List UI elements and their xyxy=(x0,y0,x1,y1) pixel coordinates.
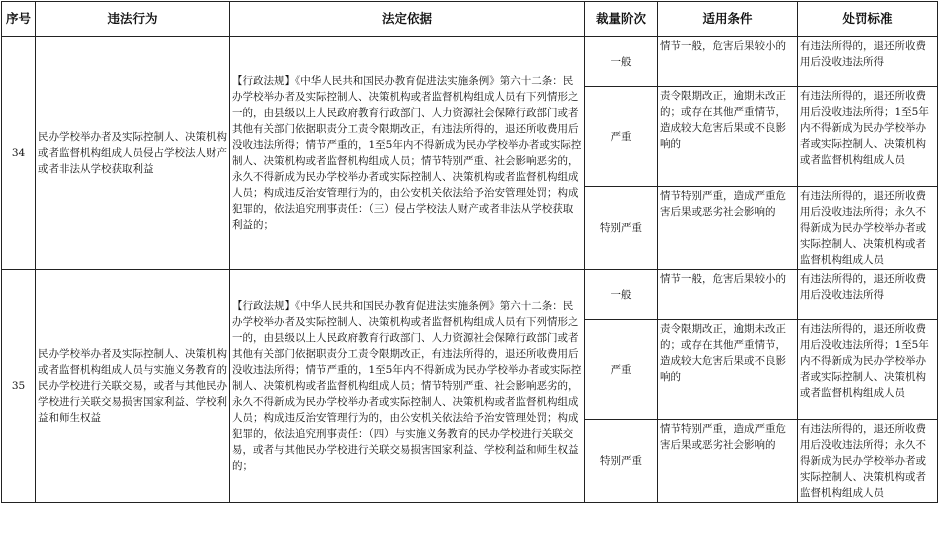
level-cell: 特别严重 xyxy=(585,420,658,503)
level-cell: 严重 xyxy=(585,320,658,420)
table-row xyxy=(2,270,938,320)
header-seq: 序号 xyxy=(2,2,36,37)
condition-cell: 情节一般，危害后果较小的 xyxy=(658,270,798,320)
condition-cell: 情节特别严重，造成严重危害后果或恶劣社会影响的 xyxy=(658,187,798,270)
level-cell: 一般 xyxy=(585,270,658,320)
header-basis: 法定依据 xyxy=(230,2,585,37)
condition-cell: 责令限期改正，逾期未改正的；或存在其他严重情节，造成较大危害后果或不良影响的 xyxy=(658,320,798,420)
penalty-standard-table xyxy=(1,1,938,503)
header-level: 裁量阶次 xyxy=(585,2,658,37)
violation-cell: 民办学校举办者及实际控制人、决策机构或者监督机构组成人员侵占学校法人财产或者非法从学校获取利益 xyxy=(36,37,230,270)
seq-cell: 34 xyxy=(2,37,36,270)
violation-cell: 民办学校举办者及实际控制人、决策机构或者监督机构组成人员与实施义务教育的民办学校进行关联交易，或者与其他民办学校进行关联交易损害国家利益、学校利益和师生权益 xyxy=(36,270,230,503)
standard-cell: 有违法所得的，退还所收费用后没收违法所得；永久不得新成为民办学校举办者或实际控制人、决策机构或者监督机构组成人员 xyxy=(798,420,938,503)
condition-cell: 责令限期改正，逾期未改正的；或存在其他严重情节，造成较大危害后果或不良影响的 xyxy=(658,87,798,187)
header-std: 处罚标准 xyxy=(798,2,938,37)
table-row xyxy=(2,37,938,87)
condition-cell: 情节特别严重，造成严重危害后果或恶劣社会影响的 xyxy=(658,420,798,503)
legal-basis-cell: 【行政法规】《中华人民共和国民办教育促进法实施条例》第六十二条：民办学校举办者及实际控制人、决策机构或者监督机构组成人员有下列情形之一的，由县级以上人民政府教育行政部门、人力资源社会保障行政部门或者其他有关部门依据职责分工责令限期改正，有违法所得的，退还所收费用后没收违法所得；情节严重的，1至5年内不得新成为民办学校举办者或实际控制人、决策机构或者监督机构组成人员；情节特别严重、社会影响恶劣的，永久不得新成为民办学校举办者或实际控制人、决策机构或者监督机构组成人员；构成违反治安管理行为的，由公安机关依法给予治安管理处罚；构成犯罪的，依法追究刑事责任：（四）与实施义务教育的民办学校进行关联交易，或者与其他民办学校进行关联交易损害国家利益、学校利益和师生权益的； xyxy=(230,270,585,503)
standard-cell: 有违法所得的，退还所收费用后没收违法所得 xyxy=(798,270,938,320)
level-cell: 特别严重 xyxy=(585,187,658,270)
legal-basis-cell: 【行政法规】《中华人民共和国民办教育促进法实施条例》第六十二条：民办学校举办者及实际控制人、决策机构或者监督机构组成人员有下列情形之一的，由县级以上人民政府教育行政部门、人力资源社会保障行政部门或者其他有关部门依据职责分工责令限期改正，有违法所得的，退还所收费用后没收违法所得；情节严重的，1至5年内不得新成为民办学校举办者或实际控制人、决策机构或者监督机构组成人员；情节特别严重、社会影响恶劣的，永久不得新成为民办学校举办者或实际控制人、决策机构或者监督机构组成人员；构成违反治安管理行为的，由公安机关依法给予治安管理处罚；构成犯罪的，依法追究刑事责任：（三）侵占学校法人财产或者非法从学校获取利益的； xyxy=(230,37,585,270)
header-cond: 适用条件 xyxy=(658,2,798,37)
header-row xyxy=(2,2,938,37)
condition-cell: 情节一般，危害后果较小的 xyxy=(658,37,798,87)
level-cell: 一般 xyxy=(585,37,658,87)
seq-cell: 35 xyxy=(2,270,36,503)
level-cell: 严重 xyxy=(585,87,658,187)
standard-cell: 有违法所得的，退还所收费用后没收违法所得；1至5年内不得新成为民办学校举办者或实际控制人、决策机构或者监督机构组成人员 xyxy=(798,320,938,420)
header-act: 违法行为 xyxy=(36,2,230,37)
standard-cell: 有违法所得的，退还所收费用后没收违法所得 xyxy=(798,37,938,87)
standard-cell: 有违法所得的，退还所收费用后没收违法所得；1至5年内不得新成为民办学校举办者或实际控制人、决策机构或者监督机构组成人员 xyxy=(798,87,938,187)
standard-cell: 有违法所得的，退还所收费用后没收违法所得；永久不得新成为民办学校举办者或实际控制人、决策机构或者监督机构组成人员 xyxy=(798,187,938,270)
